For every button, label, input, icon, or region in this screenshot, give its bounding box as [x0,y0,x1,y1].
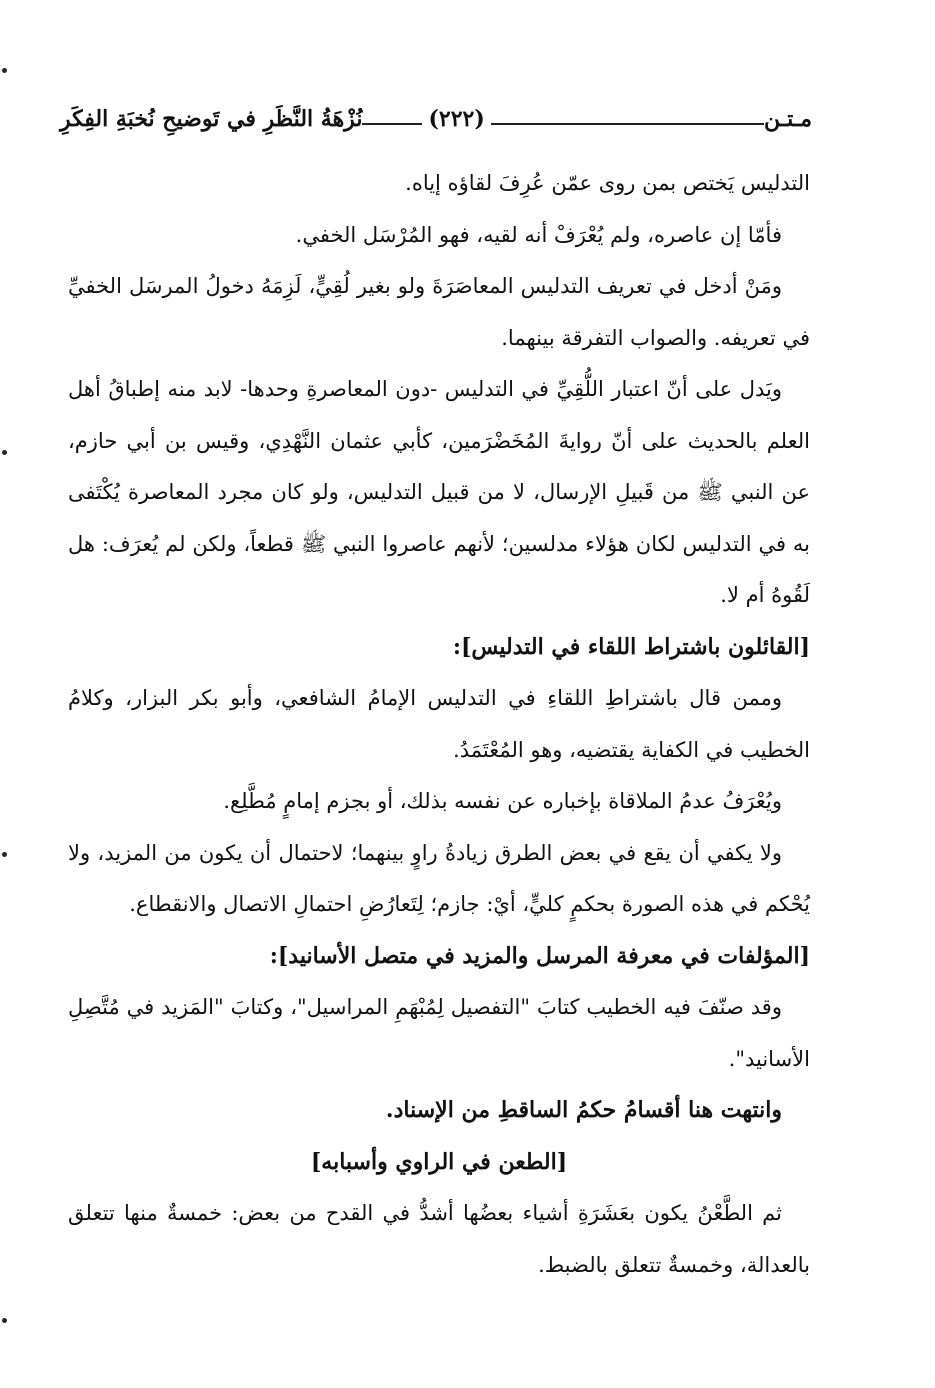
paragraph: ثم الطَّعْنُ يكون بعَشَرَةِ أشياء بعضُها أشدُّ في القدح من بعض: خمسةٌ منها تتعلق بالعدالة، وخمسةٌ تتعلق بالضبط. [68,1201,810,1277]
running-header [60,94,820,144]
paragraph: التدليس يَختص بمن روى عمّن عُرِفَ لقاؤه إياه. [405,171,810,195]
header-rule [362,123,422,125]
margin-mark [2,68,7,73]
paragraph: وقد صنّفَ فيه الخطيب كتابَ "التفصيل لِمُبْهَمِ المراسيل"، وكتابَ "المَزيد في مُتَّصِلِ الأسانيد". [68,995,810,1071]
section-heading: [القائلون باشتراط اللقاء في التدليس]: [452,633,810,660]
section-heading: وانتهت هنا أقسامُ حكمُ الساقطِ من الإسناد. [385,1097,782,1123]
section-heading: [المؤلفات في معرفة المرسل والمزيد في متصل الأسانيد]: [269,942,810,969]
book-title: نُزْهَةُ النَّظَرِ في تَوضيحِ نُخبَةِ الفِكَرِ [60,106,363,132]
header-rule [491,123,764,125]
paragraph: ومَنْ أدخل في تعريف التدليس المعاصَرَةَ ولو بغير لُقِيٍّ، لَزِمَهُ دخولُ المرسَل الخفيِّ في تعريفه. والصواب التفرقة بينهما. [68,274,810,350]
margin-mark [2,450,7,455]
main-text [68,158,810,1291]
page-number: (٢٢٢) [428,106,485,132]
paragraph: ويَدل على أنّ اعتبار اللُّقِيِّ في التدليس -دون المعاصرةِ وحدها- لابد منه إطباقُ أهل العلم بالحديث على أنّ روايةَ المُخَضْرَمين، كأبي عثمان النَّهْدِي، وقيس بن أبي حازم، عن النبي ﷺ من قَبيلِ الإرسال، لا من قبيل التدليس، ولو كان مجرد المعاصرة يُكْتَفى به في التدليس لكان هؤلاء مدلسين؛ لأنهم عاصروا النبي ﷺ قطعاً، ولكن لم يُعرَف: هل لَقُوهُ أم لا. [68,377,810,607]
margin-mark [2,1318,7,1323]
paragraph: ولا يكفي أن يقع في بعض الطرق زيادةُ راوٍ بينهما؛ لاحتمال أن يكون من المزيد، ولا يُحْكم في هذه الصورة بحكمٍ كليٍّ، أيْ: جازم؛ لِتَعارُضِ احتمالِ الاتصال والانقطاع. [68,840,810,916]
paragraph: ويُعْرَفُ عدمُ الملاقاة بإخباره عن نفسه بذلك، أو بجزم إمامٍ مُطَّلِع. [223,789,782,813]
paragraph: وممن قال باشتراطِ اللقاءِ في التدليس الإمامُ الشافعي، وأبو بكر البزار، وكلامُ الخطيب في الكفاية يقتضيه، وهو المُعْتَمَدُ. [68,686,810,762]
margin-mark [2,852,7,857]
section-heading: [الطعن في الراوي وأسبابه] [310,1148,568,1175]
section-label: مـتـن [763,106,812,132]
paragraph: فأمّا إن عاصره، ولم يُعْرَفْ أنه لقيه، فهو المُرْسَل الخفي. [295,222,782,247]
